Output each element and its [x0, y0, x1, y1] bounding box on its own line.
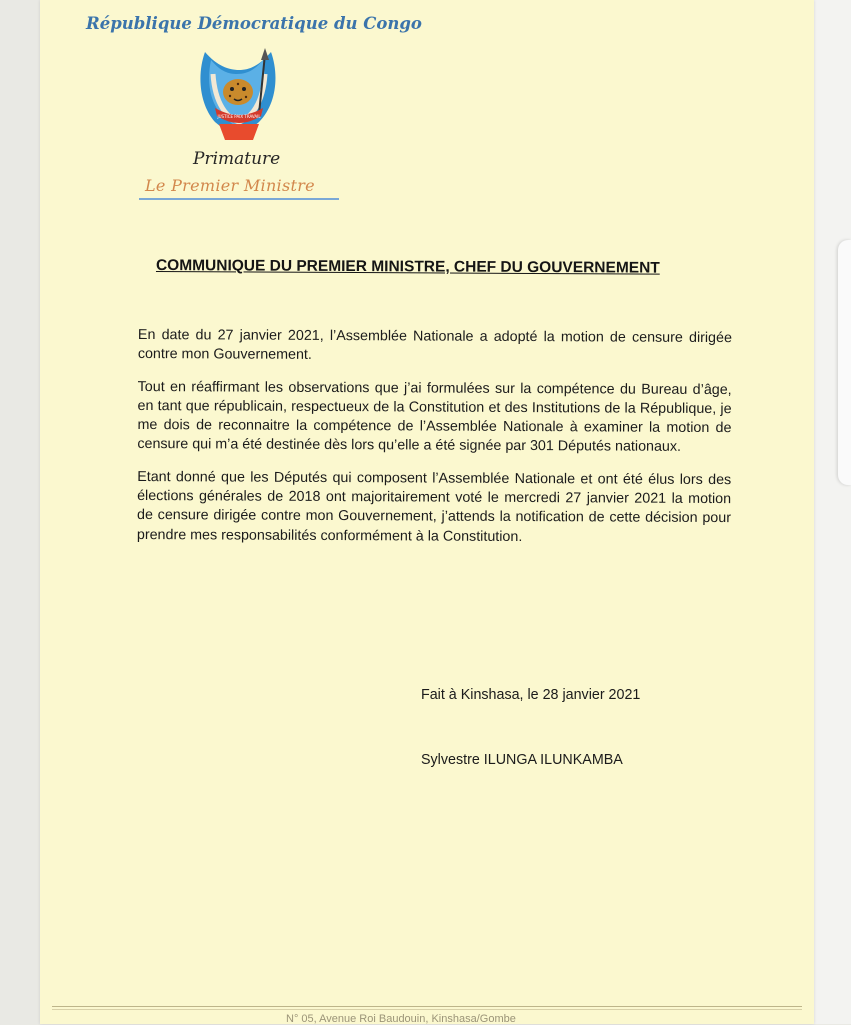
paragraph-3: Etant donné que les Députés qui composent l’Assemblée Nationale et ont été élus lors des élections générales de 2018 ont majoritairement voté le mercredi 27 janvier 2021 la motion de censure dirigée contre mon Gouvernement, j’attends la notification de cette décision pour prendre mes responsabilités conformément à la Constitution. [136, 468, 732, 545]
footer-divider-secondary [52, 1009, 802, 1010]
signatory-name: Sylvestre ILUNGA ILUNKAMBA [421, 752, 623, 768]
coat-of-arms-icon [193, 44, 285, 148]
emblem-motto: JUSTICE PAIX TRAVAIL [217, 114, 261, 119]
paragraph-1: En date du 27 janvier 2021, l’Assemblée Nationale a adopté la motion de censure dirigée contre mon Gouvernement. [137, 327, 732, 364]
official-underline [139, 198, 339, 200]
paragraph-2: Tout en réaffirmant les observations que j’ai formulées sur la compétence du Bureau d’âge, en tant que républicain, respectueux de la Constitution et des Institutions de la République, je me dois de reconnaitre la compétence de l’Assemblée Nationale à examiner la motion de censure qui m’a été destinée dès lors qu’elle a été signée par 301 Députés nationaux. [137, 378, 732, 456]
document-body [137, 326, 732, 561]
country-name: République Démocratique du Congo [86, 14, 422, 33]
place-date: Fait à Kinshasa, le 28 janvier 2021 [421, 687, 641, 703]
official-title: Le Premier Ministre [145, 176, 315, 195]
footer-address: N° 05, Avenue Roi Baudouin, Kinshasa/Gombe [286, 1013, 516, 1025]
viewer-edge [814, 0, 851, 1024]
office-name: Primature [193, 149, 281, 169]
footer-divider [52, 1006, 802, 1007]
edge-panel-handle[interactable] [838, 240, 851, 485]
document-title: COMMUNIQUE DU PREMIER MINISTRE, CHEF DU GOUVERNEMENT [155, 257, 660, 277]
